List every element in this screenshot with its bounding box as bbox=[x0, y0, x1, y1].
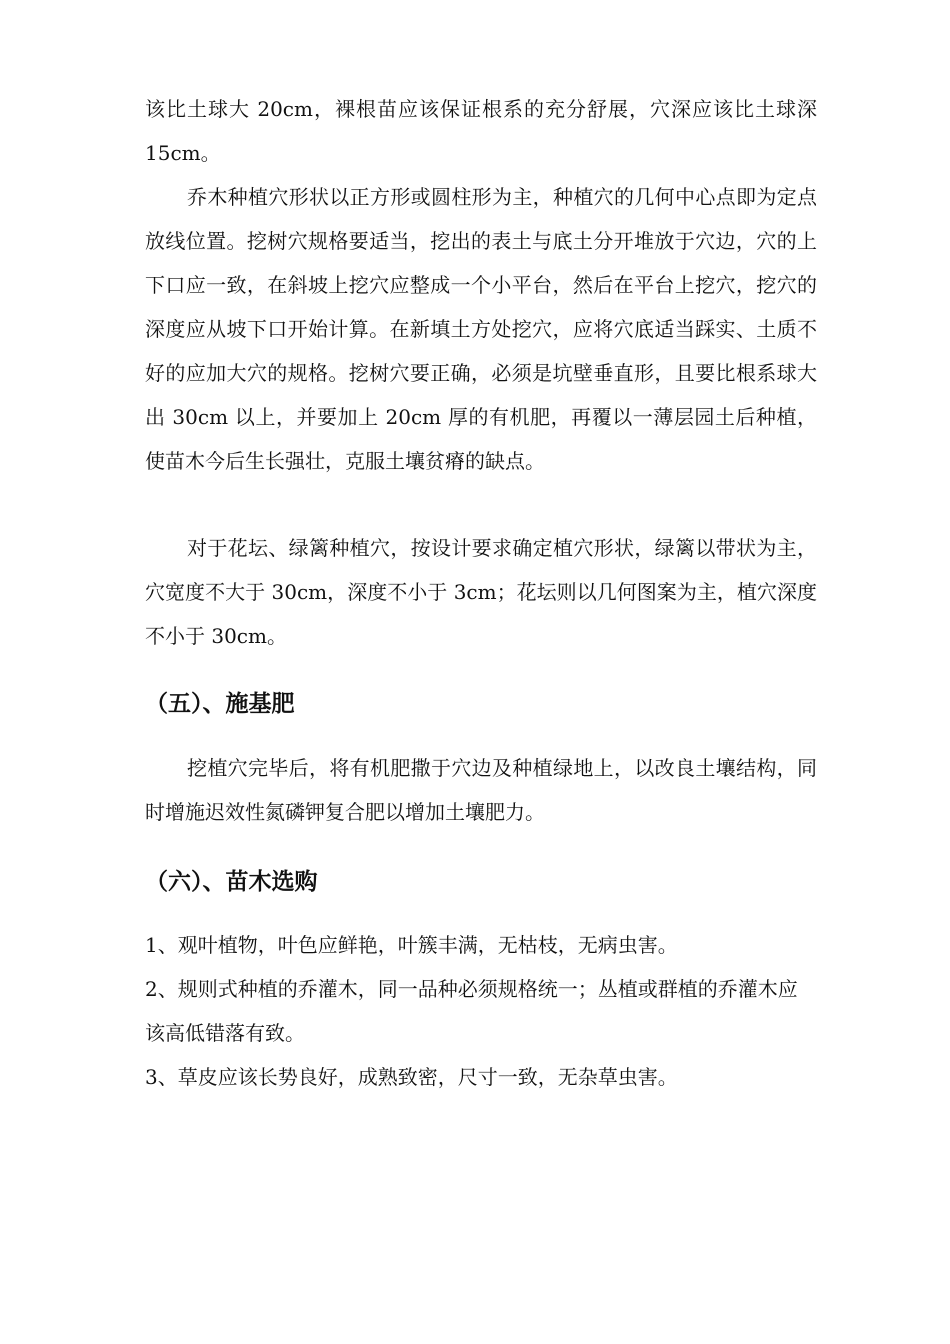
paragraph-planting-pit-size: 该比土球大 20cm，裸根苗应该保证根系的充分舒展，穴深应该比土球深 15cm。 bbox=[145, 97, 817, 165]
section-heading-seedling-selection: （六）、苗木选购 bbox=[145, 869, 318, 895]
paragraph-base-fertilizer: 挖植穴完毕后，将有机肥撒于穴边及种植绿地上，以改良土壤结构，同时增施迟效性氮磷钾复合肥以增加土壤肥力。 bbox=[145, 756, 817, 824]
paragraph-flower-bed-pit: 对于花坛、绿篱种植穴，按设计要求确定植穴形状，绿篱以带状为主，穴宽度不大于 30cm，深度不小于 3cm；花坛则以几何图案为主，植穴深度不小于 30cm。 bbox=[145, 536, 817, 648]
paragraph-tree-pit-shape: 乔木种植穴形状以正方形或圆柱形为主，种植穴的几何中心点即为定点放线位置。挖树穴规格要适当，挖出的表土与底土分开堆放于穴边，穴的上下口应一致，在斜坡上挖穴应整成一个小平台，然后在平台上挖穴，挖穴的深度应从坡下口开始计算。在新填土方处挖穴，应将穴底适当踩实、土质不好的应加大穴的规格。挖树穴要正确，必须是坑壁垂直形，且要比根系球大出 30cm 以上，并要加上 20cm 厚的有机肥，再覆以一薄层园土后种植，使苗木今后生长强壮，克服土壤贫瘠的缺点。 bbox=[145, 185, 817, 473]
list-item: 1、观叶植物，叶色应鲜艳，叶簇丰满，无枯枝，无病虫害。 bbox=[145, 933, 678, 957]
section-heading-base-fertilizer: （五）、施基肥 bbox=[145, 691, 295, 717]
list-item: 2、规则式种植的乔灌木，同一品种必须规格统一；丛植或群植的乔灌木应该高低错落有致。 bbox=[145, 977, 798, 1045]
list-item: 3、草皮应该长势良好，成熟致密，尺寸一致，无杂草虫害。 bbox=[145, 1065, 678, 1089]
